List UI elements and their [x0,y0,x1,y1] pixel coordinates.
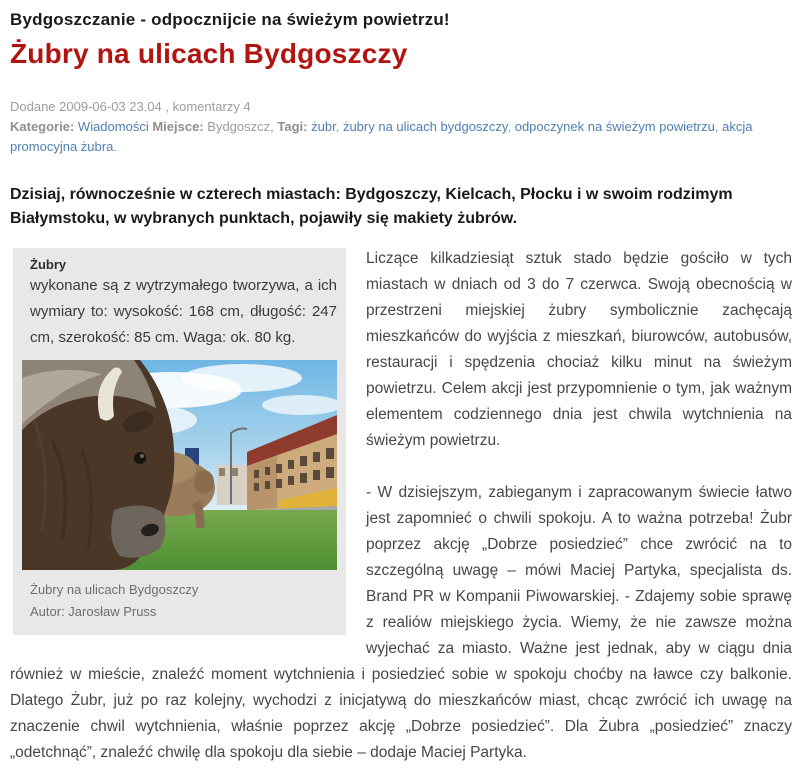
separator: , [714,119,719,134]
photo-bison-foreground [22,360,174,570]
meta-categories-line [10,117,792,157]
separator: , [507,119,512,134]
lead-paragraph: Dzisiaj, równocześnie w czterech miastach: Bydgoszczy, Kielcach, Płocku i w swoim rodzimym Białymstoku, w wybranych punktach, pojawiły się makiety żubrów. [10,186,733,227]
infobox-description: wykonane są z wytrzymałego tworzywa, a ich wymiary to: wysokość: 168 cm, długość: 247 cm, szerokość: 85 cm. Waga: ok. 80 kg. [30,277,337,346]
separator: , [335,119,340,134]
article-paragraph-1: Liczące kilkadziesiąt sztuk stado będzie gościło w tych miastach w dniach od 3 do 7 czerwca. Swoją obecnością w przestrzeni miejskiej żubry symbolicznie zachęcają mieszkańców do wyjścia z mieszkań, biurowców, autobusów, restauracji i spędzenia chociaż kilku minut na świeżym powietrzu. Celem akcji jest przypomnienie o tym, jak ważnym elementem codziennego dnia jest chwila wytchnienia na świeżym powietrzu. [366,250,792,449]
photo-bison-eye [134,452,146,464]
photo-lamp-pole [230,432,232,504]
meta-added-line: Dodane 2009-06-03 23.04 , komentarzy 4 [10,99,251,114]
categories-label: Kategorie: [10,119,75,134]
bison-photo [22,360,337,570]
photo-building-far [219,468,225,476]
place-value: Bydgoszcz [207,119,271,134]
tag-link-zubr[interactable]: żubr [311,119,336,134]
article-supertitle: Bydgoszczanie - odpocznijcie na świeżym powietrzu! [10,10,450,29]
photo-caption: Żubry na ulicach Bydgoszczy [30,582,199,597]
tag-link-zubry-na-ulicach[interactable]: żubry na ulicach bydgoszczy [342,119,508,134]
tags-label: Tagi: [277,119,308,134]
tag-link-odpoczynek[interactable]: odpoczynek na świeżym powietrzu [514,119,715,134]
article-meta [10,97,792,157]
category-link-wiadomosci[interactable]: Wiadomości [77,119,149,134]
article-header [10,10,792,70]
article-paragraph-2: - W dzisiejszym, zabieganym i zapracowanym świecie łatwo jest zapomnieć o chwili spokoju. A to ważna potrzeba! Żubr poprzez akcję „Dobrze posiedzieć” chce zwrócić na to szczególną uwagę – mówi Maciej Partyka, specjalista ds. Brand PR w Kompanii Piwowarskiej. - Zdajemy sobie sprawę z realiów miejskiego życia. Wiemy, że nie zawsze można wyjechać za miasto. Ważne jest jednak, aby w ciągu dnia również w mieście, znaleźć moment wytchnienia i posiedzieć sobie w spokoju choćby na ławce czy balkonie. Dlatego Żubr, już po raz kolejny, wychodzi z inicjatywą do mieszkańców miast, chcąc zwrócić ich uwagę na znaczenie chwil wytchnienia, właśnie poprzez akcję „Dobrze posiedzieć”. Dla Żubra „posiedzieć” znaczy „odetchnąć”, znaleźć chwilę dla spokoju dla siebie – dodaje Maciej Partyka. [10,484,792,761]
page-title: Żubry na ulicach Bydgoszczy [10,38,408,69]
infobox [13,248,346,635]
meta-end-period: . [113,139,117,154]
article-body [10,246,792,766]
photo-cloud [182,364,302,392]
photo-caption-block [30,579,337,623]
separator: , [270,119,274,134]
infobox-title: Żubry [30,257,67,272]
photo-author: Autor: Jarosław Pruss [30,604,157,619]
tag-link-akcja-promocyjna[interactable]: akcja promocyjna żubra [10,119,753,154]
place-label: Miejsce: [152,119,204,134]
photo-building-far [232,468,238,476]
